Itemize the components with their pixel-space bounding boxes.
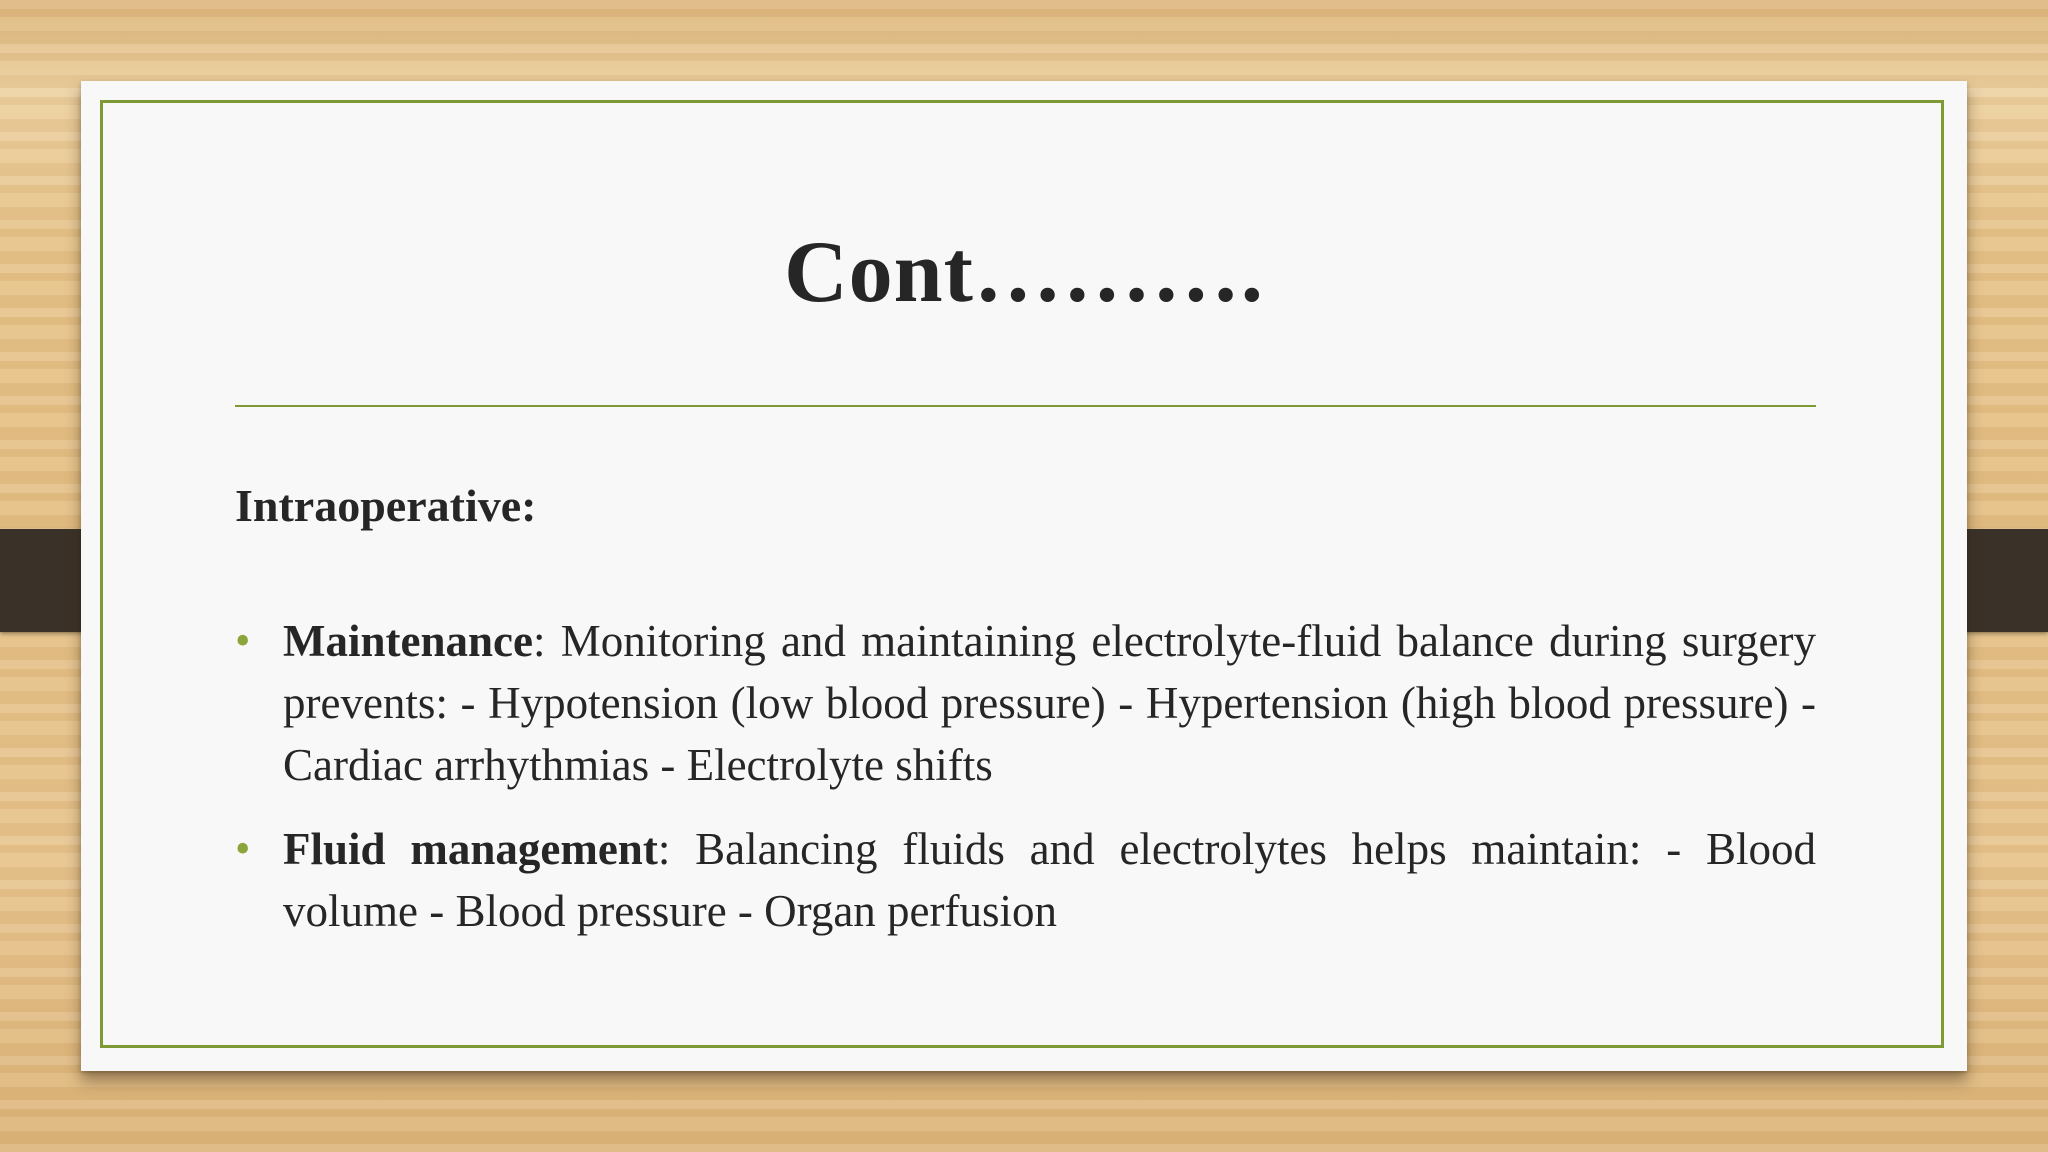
- title-divider: [235, 405, 1816, 407]
- slide-title: Cont……….: [784, 224, 1264, 321]
- bullet-item-fluid-management: [235, 818, 1816, 942]
- bullet-term: Fluid management: [283, 824, 658, 874]
- bullet-term: Maintenance: [283, 616, 533, 666]
- section-heading: Intraoperative:: [235, 480, 537, 531]
- bullet-dot-icon: •: [235, 824, 251, 873]
- bullet-item-maintenance: [235, 610, 1816, 796]
- slide-card: [81, 81, 1967, 1071]
- bullet-list: [235, 610, 1816, 942]
- bullet-text: : Balancing fluids and electrolytes helps maintain: - Blood volume - Blood pressure - Organ perfusion: [283, 824, 1816, 936]
- bullet-dot-icon: •: [235, 616, 251, 665]
- bullet-text: : Monitoring and maintaining electrolyte-fluid balance during surgery prevents: - Hypotension (low blood pressure) - Hypertension (high blood pressure) - Cardiac arrhythmias - Electrolyte shifts: [283, 616, 1816, 790]
